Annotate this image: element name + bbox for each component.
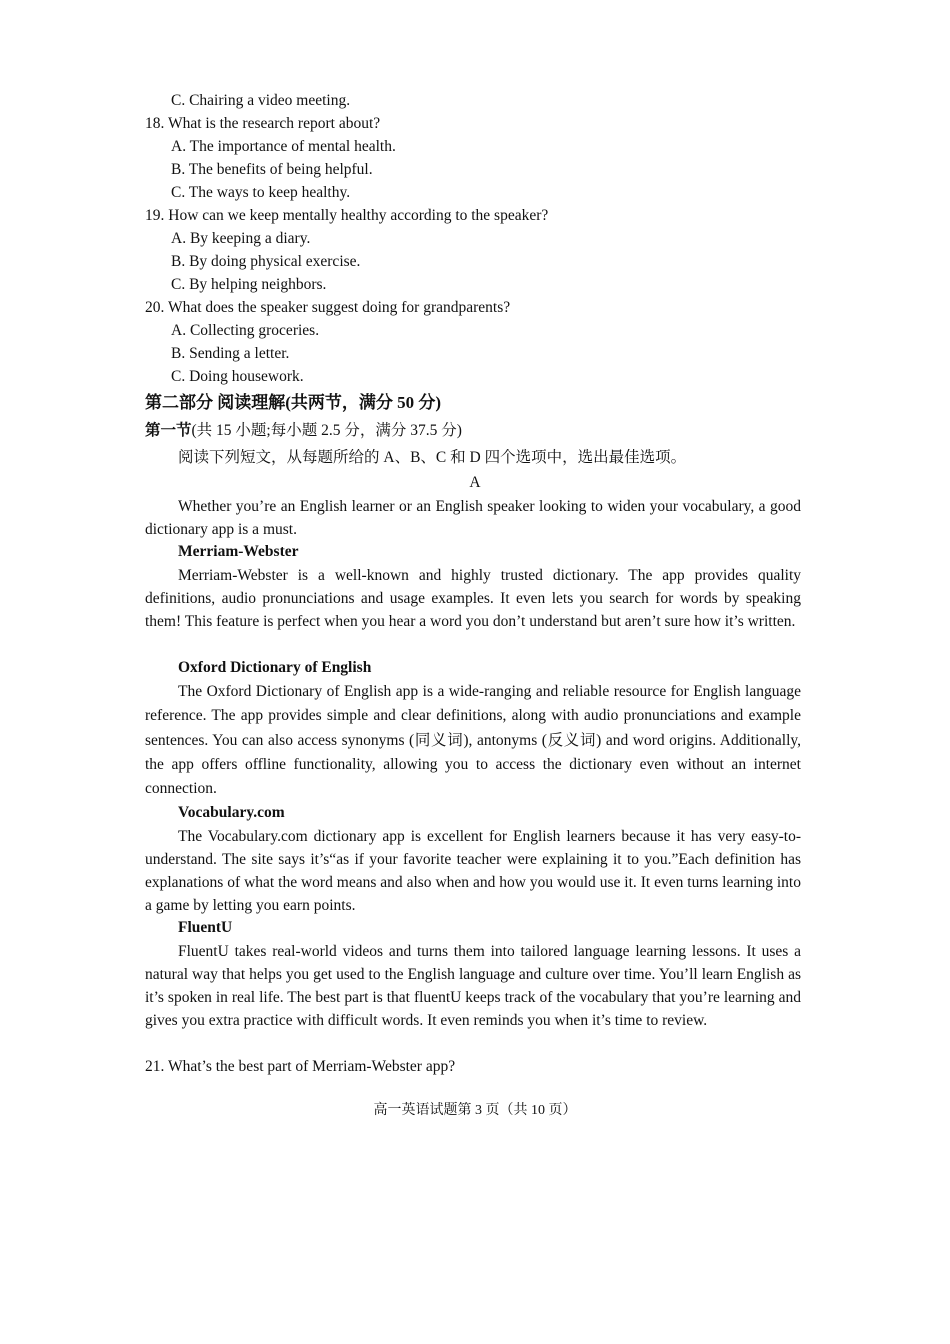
q17-option-c: C. Chairing a video meeting. [171,92,351,109]
app-title-merriam-webster: Merriam-Webster [178,543,299,560]
app-text-vocabulary: The Vocabulary.com dictionary app is excellent for English learners because it has very easy-to-understand. The site says it’s“as if your favorite teacher were explaining it to you.”Each definition has explanations of what the word means and also when and how you would use it. It even turns learning into a game by letting you earn points. [145,828,801,915]
app-text-merriam-webster: Merriam-Webster is a well-known and highly trusted dictionary. The app provides quality definitions, audio pronunciations and usage examples. It even lets you search for words by speaking them! This feature is perfect when you hear a word you don’t understand but aren’t sure how it’s written. [145,567,801,631]
q19-option-b: B. By doing physical exercise. [171,253,361,270]
q20-option-a: A. Collecting groceries. [171,322,320,339]
q18-option-b: B. The benefits of being helpful. [171,161,373,178]
part2-heading: 第二部分 阅读理解(共两节，满分 50 分) [145,393,442,412]
q19-question: 19. How can we keep mentally healthy according to the speaker? [145,207,549,224]
q18-question: 18. What is the research report about? [145,115,381,132]
passage-letter: A [469,474,481,491]
q18-option-a: A. The importance of mental health. [171,138,396,155]
q20-question: 20. What does the speaker suggest doing for grandparents? [145,299,511,316]
section-detail: (共 15 小题;每小题 2.5 分，满分 37.5 分) [191,422,462,439]
passage-intro: Whether you’re an English learner or an English speaker looking to widen your vocabulary, a good dictionary app is a must. [145,498,801,539]
q20-option-b: B. Sending a letter. [171,345,290,362]
app-text-oxford: The Oxford Dictionary of English app is a wide-ranging and reliable resource for English language reference. The app provides simple and clear definitions, along with audio pronunciations and example sentences. You can also access synonyms (同义词), antonyms (反义词) and word origins. Additionally, the app offers offline functionality, allowing you to access the dictionary even without an internet connection. [145,683,801,798]
q21-question: 21. What’s the best part of Merriam-Webster app? [145,1058,456,1075]
q20-option-c: C. Doing housework. [171,368,304,385]
app-text-fluentu: FluentU takes real-world videos and turns them into tailored language learning lessons. It uses a natural way that helps you get used to the English language and culture over time. You’ll learn English as it’s spoken in real life. The best part is that fluentU keeps track of the vocabulary that you’re learning and gives you extra practice with difficult words. It even reminds you when it’s time to review. [145,943,801,1030]
instruction: 阅读下列短文，从每题所给的 A、B、C 和 D 四个选项中，选出最佳选项。 [178,449,687,466]
section-title: 第一节 [145,422,192,439]
app-title-oxford: Oxford Dictionary of English [178,659,372,676]
q19-option-a: A. By keeping a diary. [171,230,311,247]
q19-option-c: C. By helping neighbors. [171,276,327,293]
app-title-fluentu: FluentU [178,919,233,936]
page-footer: 高一英语试题第 3 页（共 10 页） [373,1103,577,1118]
app-title-vocabulary: Vocabulary.com [178,804,285,821]
q18-option-c: C. The ways to keep healthy. [171,184,351,201]
section-heading [145,421,462,441]
